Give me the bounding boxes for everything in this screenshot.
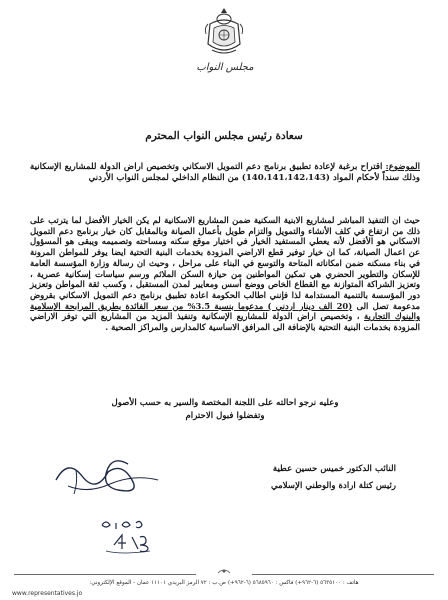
footer-website-link[interactable]: www.representatives.jo <box>12 590 83 597</box>
handwritten-signature <box>48 450 168 510</box>
footer-emblem-icon <box>196 567 252 575</box>
signer-title: رئيس كتلة ارادة والوطني الإسلامي <box>270 481 396 491</box>
org-name: مجلس النواب <box>196 62 254 73</box>
body-tail: ، وتخصيص اراض الدولة للمشاريع الإسكانية وتنفيذ المزيد من المشاريع التي توفر الاراضي المزودة بخدمات البنية التحتية بالإضافة الى المرافق الاساسية كالمدارس والمراكز الصحية . <box>30 311 420 333</box>
body-underlined: (20 الف دينار اردني ) مدعوما بنسبة 3.5% من سعر الفائدة بطريق المرابحة الإسلامية والبنوك التجارية <box>30 300 420 322</box>
salutation: سعادة رئيس مجلس النواب المحترم <box>145 130 303 142</box>
footer-contact: هاتف : ٥٦٣٥١٠٠ (٦-٩٦٢+) فاكس : ٥٦٨٥٩٦٠ (٦-٩٦٢+) ص.ب : ٧٢ الرمز البريدي ١١١٠١ عمان - الموقع الإلكتروني: <box>89 580 359 586</box>
subject-text: اقتراح برغبة لإعادة تطبيق برنامج دعم التمويل الاسكاني وتخصيص اراض الدولة للمشاريع الإسكانية وذلك سنداً لأحكام المواد (140،141،142،143) من النظام الداخلي لمجلس النواب الأردني <box>30 162 420 183</box>
subject <box>30 162 420 184</box>
body-paragraph <box>30 215 420 333</box>
signer-name: النائب الدكتور خميس حسين عطية <box>272 464 396 474</box>
subject-label: الموضوع: <box>385 162 420 172</box>
handwritten-date-note <box>92 515 162 555</box>
body-main: حيث ان التنفيذ المباشر لمشاريع الابنية السكنية ضمن المشاريع الاسكانية لم يكن الخيار الأفضل لما يترتب على ذلك من ارتفاع في كلف الأنشاء والتمويل والتزام طويل بأعمال الصيانة وبالمقابل كان خيار برنامج دعم التمويل الاسكاني هو الأفضل لأنه يعطي المستفيد الخيار في اختيار موقع سكنه ومساحته وتصميمه ويبقى هو المسؤول عن اعمال الصيانة، كما ان خيار توفير قطع الاراضي المزودة بخدمات البنية التحتية ايضا يوفر للمواطن المرونة في بناء مسكنه ضمن امكاناته المتاحة والتوسع في البناء على مراحل ، وحيث ان رسالة وزارة المؤسسة العامة للإسكان والتطوير الحضري هي تمكين المواطنين من حيازة السكن الملائم ورسم سياسات إسكانية عصرية ، وتعزيز الشراكة المتوازنة مع القطاع الخاص ووضع أسس ومعايير لمدن المستقبل ، وكسب ثقة المواطن وتعزيز دور المؤسسة بالتنمية المستدامة لذا فإنني اطالب الحكومة اعادة تطبيق برنامج دعم التمويل الاسكاني بقروض مدعومة تصل الى <box>30 215 420 311</box>
jordan-coat-of-arms-icon <box>202 6 246 58</box>
closing-request: وعليه نرجو احالته على اللجنة المختصة والسير به حسب الأصول <box>111 398 339 408</box>
closing-respect: وتفضلوا فبول الاحترام <box>185 411 265 421</box>
